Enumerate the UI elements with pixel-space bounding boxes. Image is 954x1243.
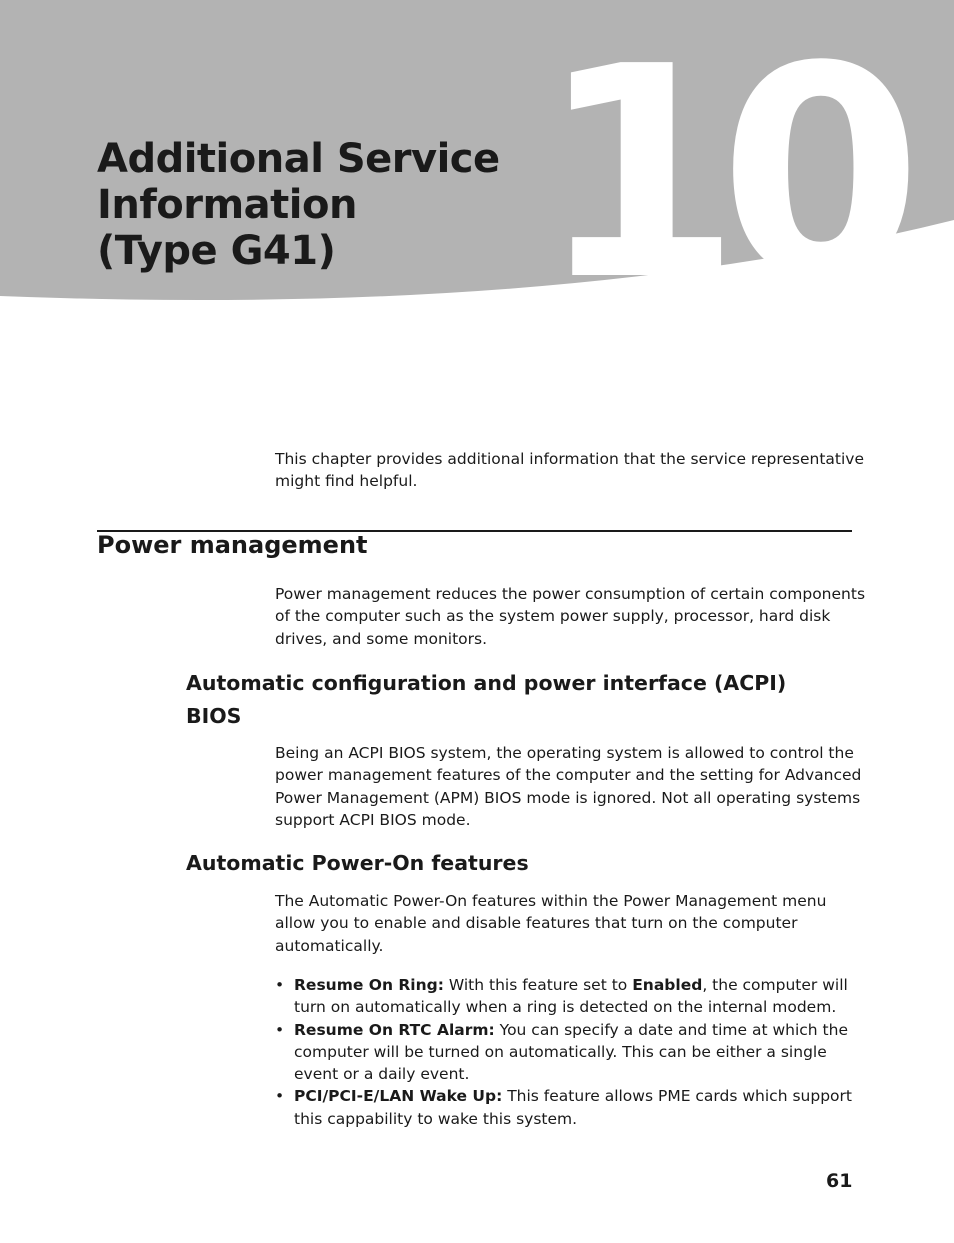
chapter-title-line-3: (Type G41) xyxy=(97,228,336,274)
feature-text: With this feature set to xyxy=(443,976,633,994)
feature-label: Resume On RTC Alarm: xyxy=(294,1020,495,1039)
bullet-icon: • xyxy=(275,1020,285,1039)
list-item-pci-wake-up xyxy=(275,1085,865,1130)
feature-label: PCI/PCI-E/LAN Wake Up: xyxy=(294,1087,503,1106)
power-on-feature-list xyxy=(275,974,865,1130)
feature-emphasis: Enabled xyxy=(632,976,703,994)
chapter-title-line-2: Information xyxy=(97,182,357,228)
bullet-icon: • xyxy=(275,1087,285,1106)
chapter-number: 10 xyxy=(538,4,901,344)
power-management-body: Power management reduces the power consumption of certain components of the computer such as the system power supply, processor, hard disk drives, and some monitors. xyxy=(275,585,866,648)
subsection-heading-acpi: Automatic configuration and power interface (ACPI) BIOS xyxy=(186,671,787,728)
chapter-title xyxy=(97,136,500,274)
page-number: 61 xyxy=(826,1170,853,1192)
acpi-body: Being an ACPI BIOS system, the operating system is allowed to control the power management features of the computer and the setting for Advanced Power Management (APM) BIOS mode is ignored. Not all operating systems support ACPI BIOS mode. xyxy=(275,744,862,829)
bullet-icon: • xyxy=(275,976,285,994)
chapter-intro: This chapter provides additional information that the service representative might find helpful. xyxy=(275,450,864,491)
subsection-heading-power-on: Automatic Power-On features xyxy=(186,851,529,875)
section-heading-power-management: Power management xyxy=(97,531,368,559)
chapter-title-line-1: Additional Service xyxy=(97,136,500,182)
feature-label: Resume On Ring: xyxy=(294,976,444,994)
power-on-body: The Automatic Power-On features within the Power Management menu allow you to enable and disable features that turn on the computer automatically. xyxy=(275,892,827,955)
feature-text: , the computer will turn on automatically when a ring is detected on the internal modem. xyxy=(294,976,848,1017)
list-item-resume-on-rtc-alarm xyxy=(275,1019,865,1086)
feature-text: This feature allows PME cards which support this cappability to wake this system. xyxy=(294,1087,852,1128)
feature-text: You can specify a date and time at which the computer will be turned on automatically. This can be either a single event or a daily event. xyxy=(294,1020,848,1084)
list-item-resume-on-ring xyxy=(275,974,865,1019)
